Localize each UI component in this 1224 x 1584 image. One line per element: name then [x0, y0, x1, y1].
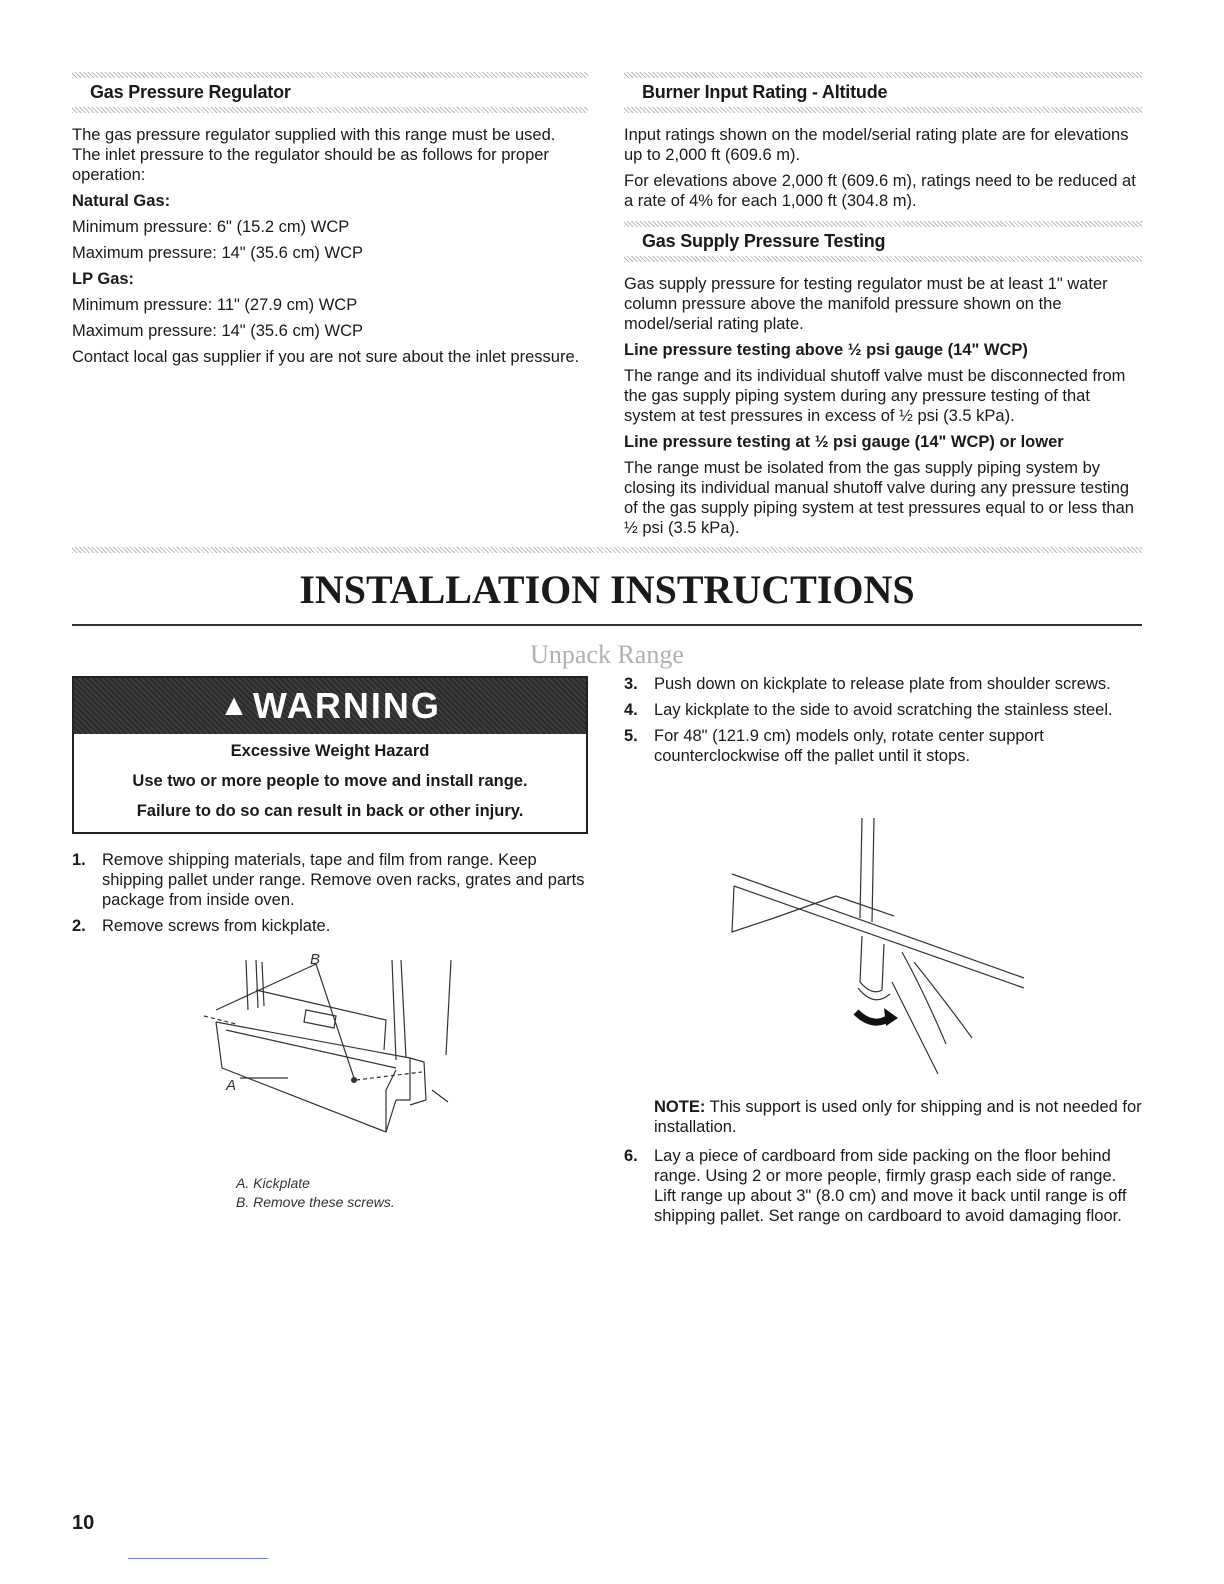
step-number: 6. [624, 1147, 638, 1165]
list-item [72, 916, 588, 936]
warning-hazard: Excessive Weight Hazard [230, 742, 430, 760]
step-text: For 48" (121.9 cm) models only, rotate center support counterclockwise off the pallet until it stops. [654, 727, 1044, 765]
supply-testing-heading: Gas Supply Pressure Testing [642, 231, 886, 251]
figure-label-b: B [310, 951, 321, 968]
page-title: INSTALLATION INSTRUCTIONS [299, 567, 915, 612]
title-rule [72, 624, 1142, 626]
list-item [72, 850, 588, 910]
step-number: 2. [72, 917, 86, 935]
warning-body [74, 742, 586, 821]
figure-caption [236, 1174, 496, 1212]
natural-gas-max: Maximum pressure: 14" (35.6 cm) WCP [72, 244, 364, 262]
note-text: This support is used only for shipping and is not needed for installation. [654, 1098, 1142, 1136]
supply-testing-p2: The range and its individual shutoff valve must be disconnected from the gas supply piping system during any pressure testing of that system at test pressures in excess of ½ psi (3.5 kPa). [624, 367, 1126, 425]
step-text: Lay kickplate to the side to avoid scratching the stainless steel. [654, 701, 1113, 719]
contact-supplier: Contact local gas supplier if you are not sure about the inlet pressure. [72, 348, 580, 366]
step-number: 3. [624, 675, 638, 693]
step-number: 4. [624, 701, 638, 719]
burner-rating-section [624, 72, 1142, 544]
center-support-illustration [724, 812, 1044, 1092]
regulator-intro: The gas pressure regulator supplied with this range must be used. The inlet pressure to the regulator should be as follows for proper operation: [72, 126, 556, 184]
warning-banner [74, 678, 586, 734]
supply-testing-p1: Gas supply pressure for testing regulator must be at least 1" water column pressure above the manifold pressure shown on the model/serial rating plate. [624, 275, 1108, 333]
gas-regulator-section [72, 72, 588, 373]
lp-gas-max: Maximum pressure: 14" (35.6 cm) WCP [72, 322, 364, 340]
page-number: 10 [72, 1512, 95, 1534]
list-item [624, 674, 1142, 694]
warning-label: WARNING [252, 685, 441, 726]
warning-triangle-icon: ▲ [219, 689, 251, 722]
gas-regulator-heading: Gas Pressure Regulator [90, 82, 291, 102]
burner-rating-p1: Input ratings shown on the model/serial rating plate are for elevations up to 2,000 ft (609.6 m). [624, 126, 1129, 164]
supply-testing-sub1: Line pressure testing above ½ psi gauge (14" WCP) [624, 341, 1028, 359]
step-text: Lay a piece of cardboard from side packing on the floor behind range. Using 2 or more people, firmly grasp each side of range. Lift range up about 3" (8.0 cm) and move it back until range is off shipping pallet. Set range on cardboard to avoid damaging floor. [654, 1147, 1127, 1225]
warning-line-2: Failure to do so can result in back or other injury. [136, 802, 524, 820]
note-block [654, 1097, 1142, 1137]
section-rule-top [72, 72, 588, 78]
caption-a: A. Kickplate [236, 1175, 310, 1191]
caption-b: B. Remove these screws. [236, 1194, 395, 1210]
step-number: 5. [624, 727, 638, 745]
screw-marker [351, 1077, 357, 1083]
steps-left [72, 850, 588, 942]
section-rule-bottom [624, 256, 1142, 262]
step-text: Remove shipping materials, tape and film from range. Keep shipping pallet under range. Remove oven racks, grates and parts package from inside oven. [102, 851, 585, 909]
list-item [624, 700, 1142, 720]
natural-gas-label: Natural Gas: [72, 192, 171, 210]
full-width-rule [72, 547, 1142, 553]
supply-testing-sub2: Line pressure testing at ½ psi gauge (14" WCP) or lower [624, 433, 1064, 451]
supply-testing-p3: The range must be isolated from the gas supply piping system by closing its individual manual shutoff valve during any pressure testing of the gas supply piping system at test pressures equal to or less than ½ psi (3.5 kPa). [624, 459, 1134, 537]
lp-gas-min: Minimum pressure: 11" (27.9 cm) WCP [72, 296, 358, 314]
natural-gas-min: Minimum pressure: 6" (15.2 cm) WCP [72, 218, 350, 236]
section-rule-top [624, 221, 1142, 227]
section-rule-top [624, 72, 1142, 78]
step-text: Push down on kickplate to release plate from shoulder screws. [654, 675, 1111, 693]
section-rule-bottom [72, 107, 588, 113]
lp-gas-label: LP Gas: [72, 270, 135, 288]
figure-label-a: A [226, 1077, 237, 1094]
step-6 [624, 1146, 1142, 1232]
list-item [624, 726, 1142, 766]
kickplate-illustration [196, 950, 466, 1170]
warning-line-1: Use two or more people to move and install range. [132, 772, 528, 790]
warning-box [72, 676, 588, 834]
step-number: 1. [72, 851, 86, 869]
step-text: Remove screws from kickplate. [102, 917, 331, 935]
note-label: NOTE: [654, 1098, 706, 1116]
list-item [624, 1146, 1142, 1226]
section-subtitle: Unpack Range [530, 640, 684, 669]
footer-rule [128, 1558, 268, 1559]
burner-rating-heading: Burner Input Rating - Altitude [642, 82, 888, 102]
steps-right [624, 674, 1142, 772]
section-rule-bottom [624, 107, 1142, 113]
burner-rating-p2: For elevations above 2,000 ft (609.6 m), ratings need to be reduced at a rate of 4% for each 1,000 ft (304.8 m). [624, 172, 1136, 210]
